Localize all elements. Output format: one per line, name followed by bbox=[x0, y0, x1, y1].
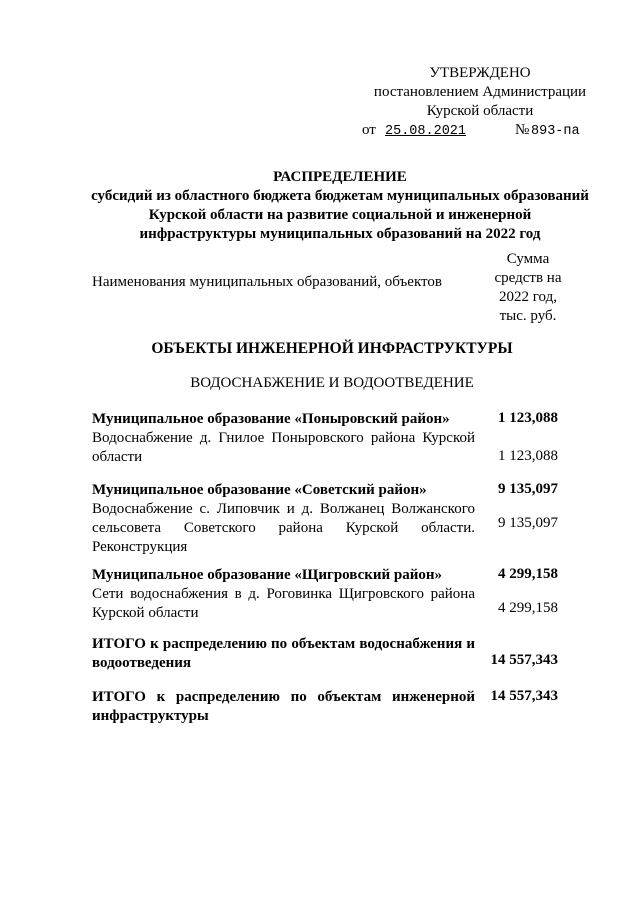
approval-line-2: Курской области bbox=[426, 103, 534, 119]
object-sum: 1 123,088 bbox=[498, 448, 558, 464]
total-value: 14 557,343 bbox=[490, 688, 558, 704]
sum-header-line-1: Сумма bbox=[506, 251, 550, 267]
municipality-sum: 1 123,088 bbox=[498, 410, 558, 426]
document-title: РАСПРЕДЕЛЕНИЕ bbox=[273, 169, 407, 185]
document-title-block bbox=[90, 168, 590, 244]
sum-header-line-4: тыс. руб. bbox=[499, 308, 557, 324]
object-name: Водоснабжение с. Липовчик и д. Волжанец Волжанского сельсовета Советского района Курской области. Реконструкция bbox=[92, 501, 475, 555]
document-subtitle: субсидий из областного бюджета бюджетам муниципальных образований Курской области на развитие социальной и инженерной инфраструктуры муниципальных образований на 2022 год bbox=[91, 188, 589, 242]
approval-date-line bbox=[360, 121, 600, 140]
approval-line-1: постановлением Администрации bbox=[373, 84, 587, 100]
sum-header-line-2: средств на bbox=[494, 270, 562, 286]
municipality-name: Муниципальное образование «Щигровский район» bbox=[92, 567, 443, 583]
approval-title: УТВЕРЖДЕНО bbox=[429, 65, 531, 81]
total-value: 14 557,343 bbox=[490, 652, 558, 668]
municipality-sum: 4 299,158 bbox=[498, 566, 558, 582]
from-label: от bbox=[362, 122, 376, 138]
table-row bbox=[92, 566, 475, 623]
object-sum: 4 299,158 bbox=[498, 600, 558, 616]
object-name: Сети водоснабжения в д. Роговинка Щигровского района Курской области bbox=[92, 586, 475, 621]
number-label: № bbox=[515, 122, 530, 138]
section-title: ОБЪЕКТЫ ИНЖЕНЕРНОЙ ИНФРАСТРУКТУРЫ bbox=[151, 340, 513, 357]
total-label: ИТОГО к распределению по объектам водоснабжения и водоотведения bbox=[92, 636, 475, 671]
municipality-sum: 9 135,097 bbox=[498, 481, 558, 497]
total-row bbox=[92, 688, 475, 726]
total-label: ИТОГО к распределению по объектам инженерной инфраструктуры bbox=[92, 689, 475, 724]
approval-date: 25.08.2021 bbox=[385, 124, 467, 139]
object-name: Водоснабжение д. Гнилое Поныровского района Курской области bbox=[92, 430, 475, 465]
section-subtitle: ВОДОСНАБЖЕНИЕ И ВОДООТВЕДЕНИЕ bbox=[190, 375, 474, 391]
total-row bbox=[92, 635, 475, 673]
table-row bbox=[92, 410, 475, 467]
municipality-name: Муниципальное образование «Советский район» bbox=[92, 482, 427, 498]
object-sum: 9 135,097 bbox=[498, 515, 558, 531]
approval-block bbox=[360, 64, 600, 140]
table-row bbox=[92, 481, 475, 557]
approval-number: 893-па bbox=[531, 124, 580, 139]
municipality-name: Муниципальное образование «Поныровский район» bbox=[92, 411, 450, 427]
column-header-name: Наименования муниципальных образований, объектов bbox=[92, 274, 442, 290]
column-header-sum bbox=[478, 250, 578, 326]
sum-header-line-3: 2022 год, bbox=[499, 289, 557, 305]
